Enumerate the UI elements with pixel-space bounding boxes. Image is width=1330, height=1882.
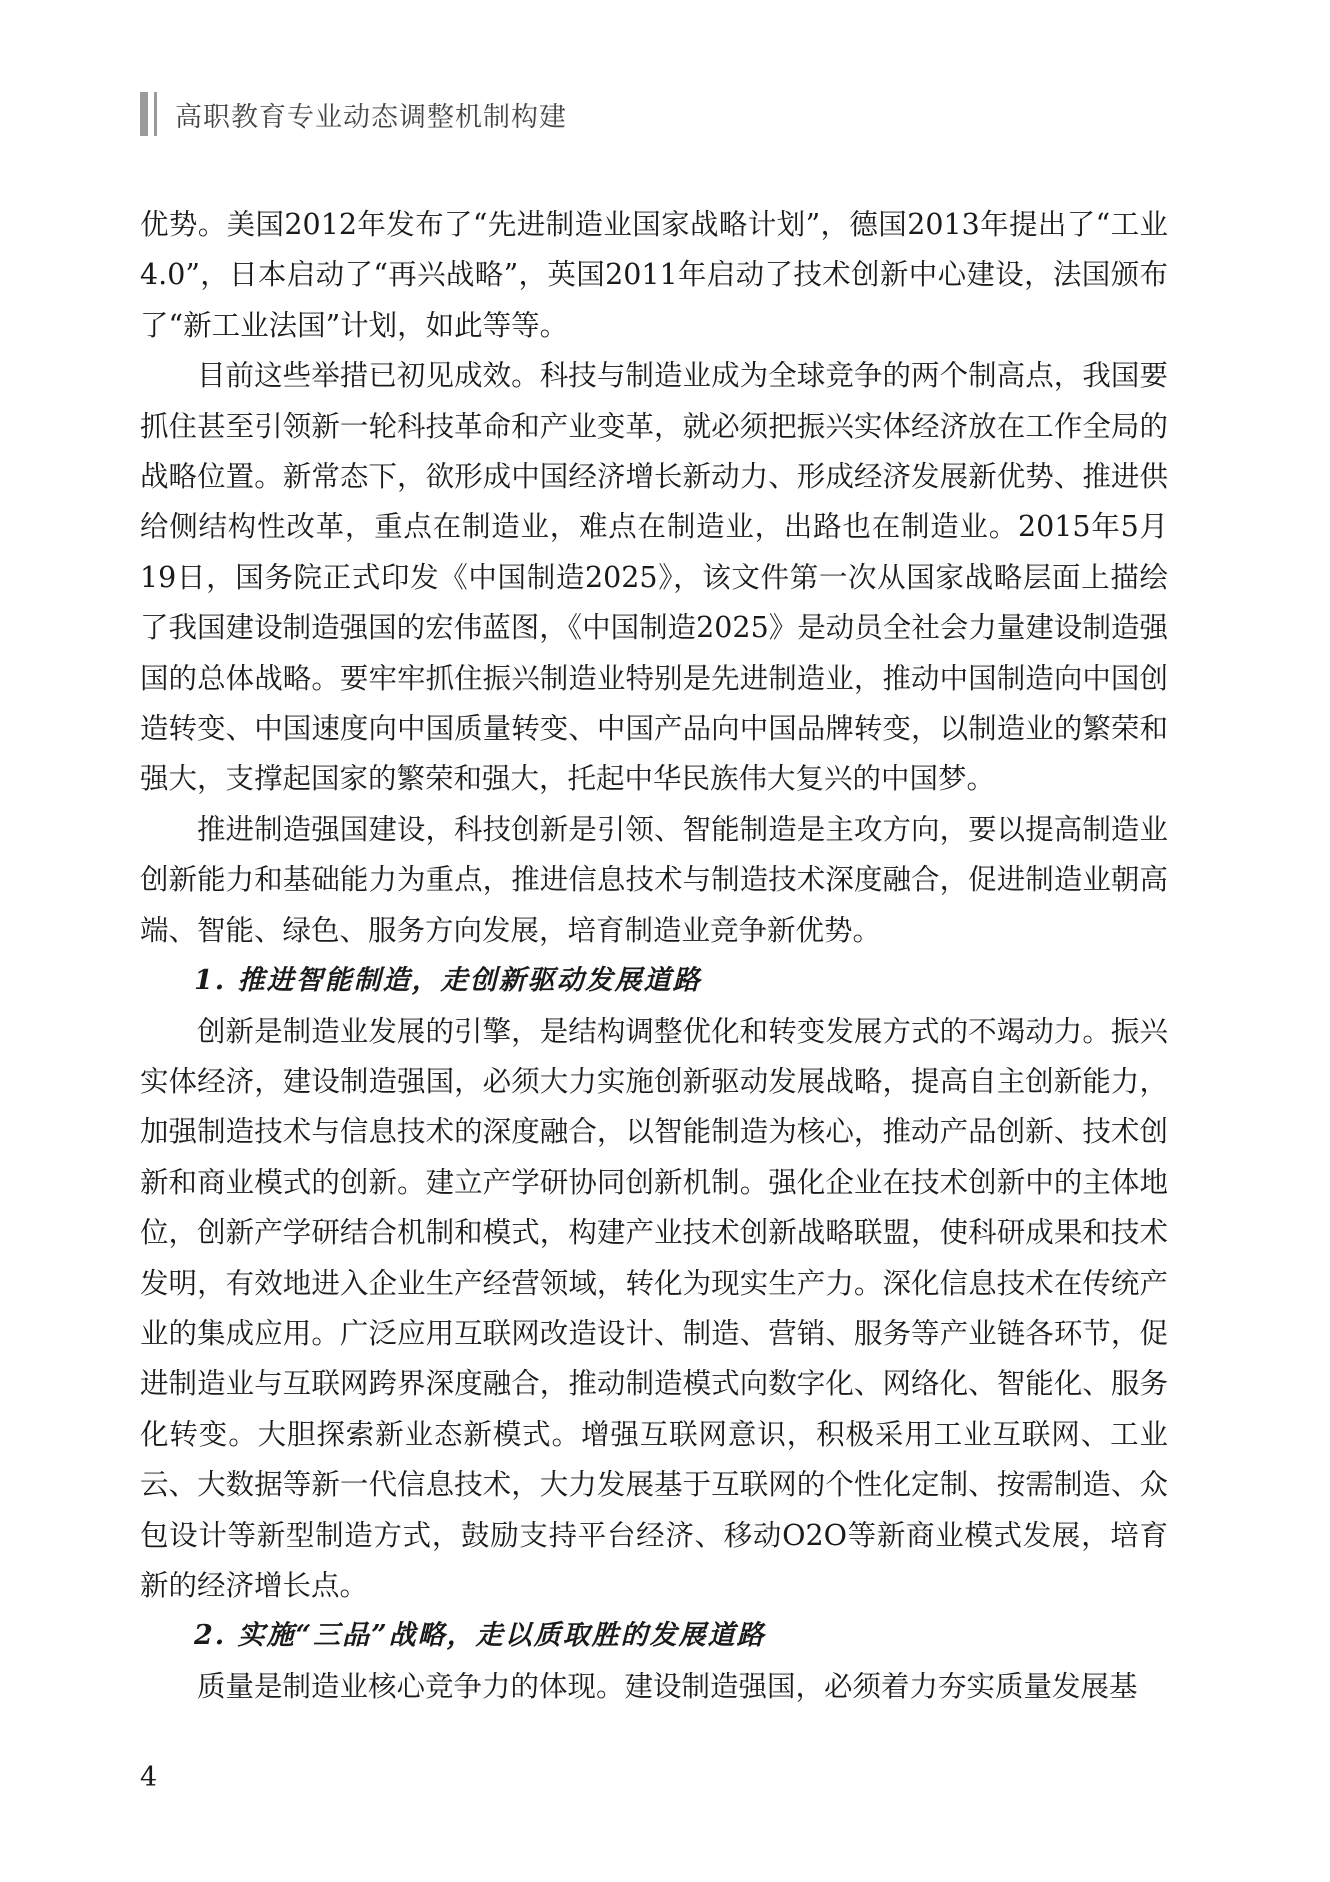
paragraph: 创新是制造业发展的引擎，是结构调整优化和转变发展方式的不竭动力。振兴实体经济，建设制造强国，必须大力实施创新驱动发展战略，提高自主创新能力，加强制造技术与信息技术的深度融合，以智能制造为核心，推动产品创新、技术创新和商业模式的创新。建立产学研协同创新机制。强化企业在技术创新中的主体地位，创新产学研结合机制和模式，构建产业技术创新战略联盟，使科研成果和技术发明，有效地进入企业生产经营领域，转化为现实生产力。深化信息技术在传统产业的集成应用。广泛应用互联网改造设计、制造、营销、服务等产业链各环节，促进制造业与互联网跨界深度融合，推动制造模式向数字化、网络化、智能化、服务化转变。大胆探索新业态新模式。增强互联网意识，积极采用工业互联网、工业云、大数据等新一代信息技术，大力发展基于互联网的个性化定制、按需制造、众包设计等新型制造方式，鼓励支持平台经济、移动O2O等新商业模式发展，培育新的经济增长点。 — [140, 1014, 1168, 1602]
paragraph: 目前这些举措已初见成效。科技与制造业成为全球竞争的两个制高点，我国要抓住甚至引领新一轮科技革命和产业变革，就必须把振兴实体经济放在工作全局的战略位置。新常态下，欲形成中国经济增长新动力、形成经济发展新优势、推进供给侧结构性改革，重点在制造业，难点在制造业，出路也在制造业。2015年5月19日，国务院正式印发《中国制造2025》，该文件第一次从国家战略层面上描绘了我国建设制造强国的宏伟蓝图，《中国制造2025》是动员全社会力量建设制造强国的总体战略。要牢牢抓住振兴制造业特别是先进制造业，推动中国制造向中国创造转变、中国速度向中国质量转变、中国产品向中国品牌转变，以制造业的繁荣和强大，支撑起国家的繁荣和强大，托起中华民族伟大复兴的中国梦。 — [140, 359, 1168, 796]
header-decoration-bars — [140, 92, 157, 136]
running-header — [140, 92, 567, 136]
header-bar-thick — [140, 92, 148, 136]
paragraph: 推进制造强国建设，科技创新是引领、智能制造是主攻方向，要以提高制造业创新能力和基础能力为重点，推进信息技术与制造技术深度融合，促进制造业朝高端、智能、绿色、服务方向发展，培育制造业竞争新优势。 — [140, 812, 1168, 947]
paragraph-continued: 优势。美国2012年发布了“先进制造业国家战略计划”，德国2013年提出了“工业4.0”，日本启动了“再兴战略”，英国2011年启动了技术创新中心建设，法国颁布了“新工业法国”计划，如此等等。 — [140, 208, 1168, 342]
section-heading-1: 1. 推进智能制造，走创新驱动发展道路 — [194, 965, 702, 997]
header-bar-thin — [154, 92, 157, 136]
page-number: 4 — [140, 1762, 158, 1793]
section-heading-2: 2. 实施“三品”战略，走以质取胜的发展道路 — [194, 1620, 766, 1652]
book-title: 高职教育专业动态调整机制构建 — [175, 101, 567, 133]
paragraph: 质量是制造业核心竞争力的体现。建设制造强国，必须着力夯实质量发展基 — [197, 1669, 1138, 1703]
page-body — [140, 200, 1168, 1712]
